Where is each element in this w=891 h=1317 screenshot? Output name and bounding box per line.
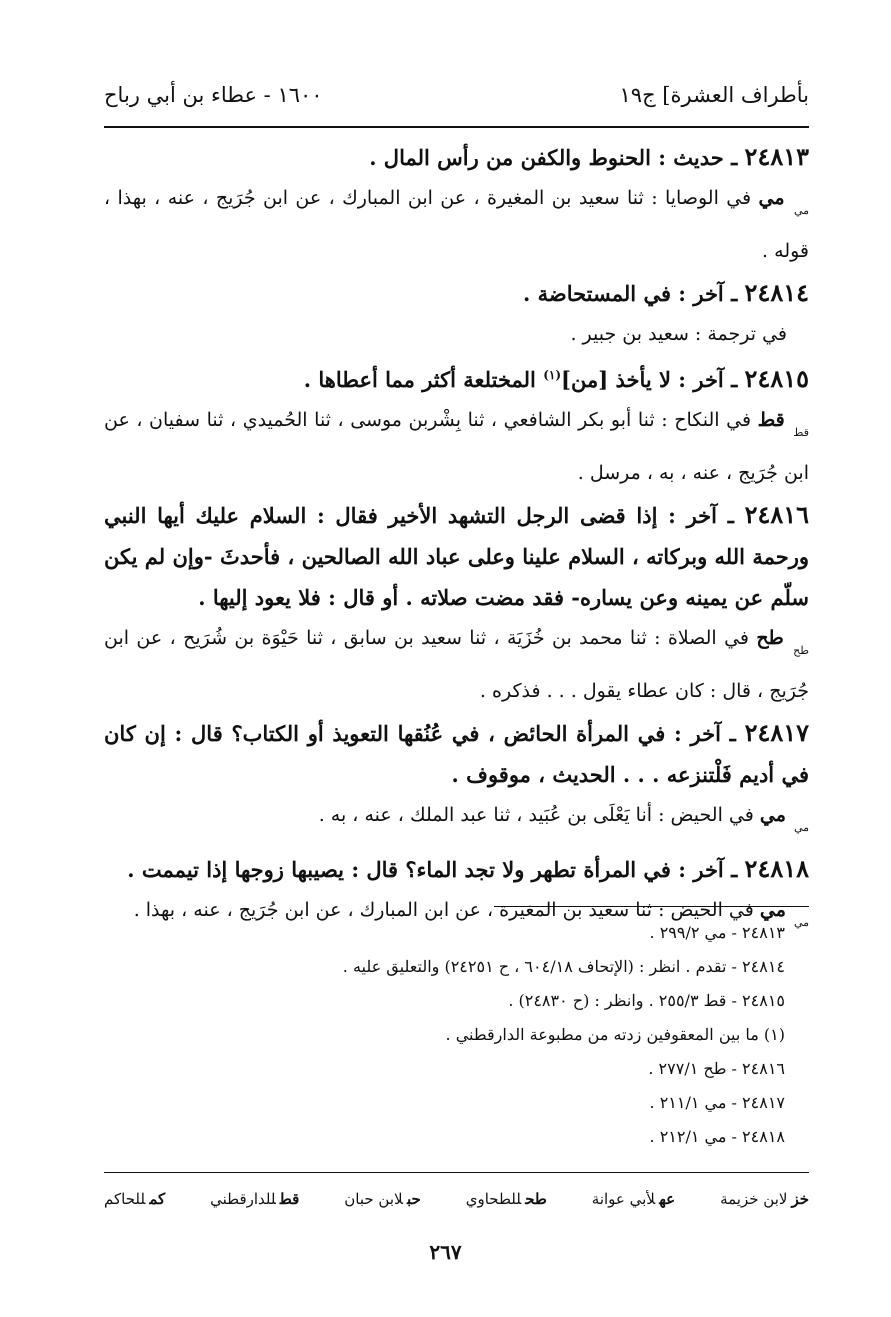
- entry-label: حديث :: [658, 145, 724, 170]
- legend-name: لابن خزيمة: [720, 1190, 788, 1208]
- abbreviation-legend: [104, 1184, 809, 1214]
- footnote-line: ٢٤٨١٦ - طح ٢٧٧/١ .: [648, 1059, 785, 1078]
- source-chain: في الحيض : أنا يَعْلَى بن عُبَيد ، ثنا عبد الملك ، عنه ، به .: [318, 804, 754, 826]
- entry-source-text: [104, 795, 809, 848]
- entry-separator: ـ: [727, 503, 734, 528]
- entry-label: آخر :: [674, 721, 721, 746]
- entry-label: آخر :: [678, 857, 724, 882]
- legend-abbr: حب: [406, 1190, 421, 1208]
- source-symbol: مي: [793, 821, 809, 834]
- footnote-reference: (١): [543, 368, 562, 382]
- entry-number: ٢٤٨١٦: [744, 500, 810, 529]
- legend-item: [210, 1184, 299, 1214]
- hadith-entry: [104, 355, 809, 494]
- footnote-line: ٢٤٨١٥ - قط ٢٥٥/٣ . وانظر : (ح ٢٤٨٣٠) .: [508, 991, 785, 1010]
- entry-label: آخر :: [678, 281, 724, 306]
- header-chapter-title: ١٦٠٠ - عطاء بن أبي رباح: [104, 83, 323, 107]
- legend-rule: [104, 1172, 809, 1173]
- entry-heading: [104, 494, 809, 618]
- legend-abbr: طح: [525, 1190, 547, 1208]
- legend-name: للحاكم: [104, 1190, 146, 1208]
- entry-source-text: [104, 400, 809, 494]
- source-symbol: طح: [793, 644, 809, 657]
- entry-title: في المستحاضة .: [523, 281, 671, 306]
- header-book-title: بأطراف العشرة] ج١٩: [619, 83, 809, 107]
- entry-separator: ـ: [731, 367, 738, 392]
- legend-name: لابن حبان: [344, 1190, 403, 1208]
- legend-item: [720, 1184, 809, 1214]
- source-chain: في الصلاة : ثنا محمد بن خُزَيَة ، ثنا سعيد بن سابق ، ثنا حَيْوَة بن شُرَيح ، عن ابن جُرَيج ، قال : كان عطاء يقول . . . فذكره .: [104, 627, 809, 702]
- legend-item: [592, 1184, 675, 1214]
- entry-source-text: [104, 314, 809, 355]
- entry-heading: [104, 355, 809, 400]
- source-symbol: مي: [793, 204, 810, 217]
- legend-item: [466, 1184, 547, 1214]
- legend-item: [344, 1184, 421, 1214]
- legend-abbr: كم: [149, 1190, 166, 1208]
- hadith-entry: [104, 494, 809, 712]
- entry-heading: [104, 848, 809, 890]
- entry-source-text: [104, 618, 809, 712]
- entry-heading: [104, 712, 809, 795]
- source-abbr: مي: [759, 804, 786, 826]
- entry-number: ٢٤٨١٧: [744, 718, 810, 747]
- entry-number: ٢٤٨١٨: [744, 854, 809, 883]
- footnote-rule: [494, 906, 809, 907]
- legend-abbr: قط: [279, 1190, 300, 1208]
- entry-title-rest: المختلعة أكثر مما أعطاها .: [303, 367, 544, 392]
- entry-heading: [104, 272, 809, 314]
- entry-separator: ـ: [729, 721, 736, 746]
- hadith-entry: [104, 136, 809, 272]
- source-chain: في الوصايا : ثنا سعيد بن المغيرة ، عن ابن المبارك ، عن ابن جُرَيج ، عنه ، بهذا ، قوله .: [104, 187, 809, 262]
- source-chain: في النكاح : ثنا أبو بكر الشافعي ، ثنا بِشْربن موسى ، ثنا الحُميدي ، ثنا سفيان ، عن ابن جُرَيج ، عنه ، به ، مرسل .: [104, 409, 809, 484]
- entry-title: في المرأة تطهر ولا تجد الماء؟ قال : يصيبها زوجها إذا تيممت .: [127, 857, 671, 882]
- footnote-line: ٢٤٨١٧ - مي ٢١١/١ .: [649, 1093, 785, 1112]
- legend-abbr: خز: [791, 1190, 809, 1208]
- entry-label: آخر :: [678, 367, 724, 392]
- header-rule: [104, 126, 809, 128]
- footnote-line: ٢٤٨١٨ - مي ٢١٢/١ .: [649, 1127, 785, 1146]
- source-abbr: مي: [759, 899, 786, 921]
- main-text: [104, 136, 809, 943]
- entry-title: لا يأخذ [من]: [561, 367, 671, 392]
- legend-item: [104, 1184, 165, 1214]
- source-chain: في الحيض : ثنا سعيد بن المغيرة ، عن ابن المبارك ، عن ابن جُرَيج ، عنه ، بهذا .: [133, 899, 754, 921]
- footnotes: [104, 916, 809, 1154]
- entry-title: إذا قضى الرجل التشهد الأخير فقال : السلام عليك أيها النبي ورحمة الله وبركاته ، السلام علينا وعلى عباد الله الصالحين ، فأحدثَ -وإن لم يكن سلّم عن يمينه وعن يساره- فقد مضت صلاته . أو قال : فلا يعود إليها .: [104, 503, 809, 610]
- source-chain: في ترجمة : سعيد بن جبير .: [570, 323, 787, 345]
- entry-title: في المرأة الحائض ، في عُنُقها التعويذ أو الكتاب؟ قال : إن كان في أديم فَلْتنزعه . . . الحديث ، موقوف .: [104, 721, 809, 787]
- footnote-line: (١) ما بين المعقوفين زدته من مطبوعة الدارقطني .: [445, 1025, 785, 1044]
- legend-name: لأبي عوانة: [591, 1190, 656, 1208]
- legend-abbr: عه: [659, 1190, 676, 1208]
- entry-title: الحنوط والكفن من رأس المال .: [369, 145, 651, 170]
- source-abbr: قط: [757, 409, 785, 431]
- source-abbr: طح: [756, 627, 784, 649]
- legend-name: للدارقطني: [210, 1190, 276, 1208]
- source-symbol: مي: [793, 916, 809, 929]
- footnote-line: ٢٤٨١٤ - تقدم . انظر : (الإتحاف ٦٠٤/١٨ ، ح ٢٤٢٥١) والتعليق عليه .: [342, 957, 785, 976]
- entry-number: ٢٤٨١٤: [744, 278, 809, 307]
- legend-name: للطحاوي: [465, 1190, 522, 1208]
- entry-number: ٢٤٨١٥: [744, 364, 809, 393]
- entry-separator: ـ: [731, 857, 738, 882]
- footnote-line: ٢٤٨١٣ - مي ٢٩٩/٢ .: [649, 923, 785, 942]
- page-number: ٢٦٧: [429, 1240, 462, 1264]
- source-symbol: قط: [793, 426, 809, 439]
- entry-separator: ـ: [731, 145, 738, 170]
- running-header: [104, 80, 809, 110]
- entry-heading: [104, 136, 809, 178]
- entry-source-text: [104, 178, 809, 272]
- entry-number: ٢٤٨١٣: [744, 142, 809, 171]
- source-abbr: مي: [758, 187, 785, 209]
- hadith-entry: [104, 712, 809, 848]
- entry-separator: ـ: [731, 281, 738, 306]
- hadith-entry: [104, 272, 809, 355]
- entry-label: آخر :: [668, 503, 717, 528]
